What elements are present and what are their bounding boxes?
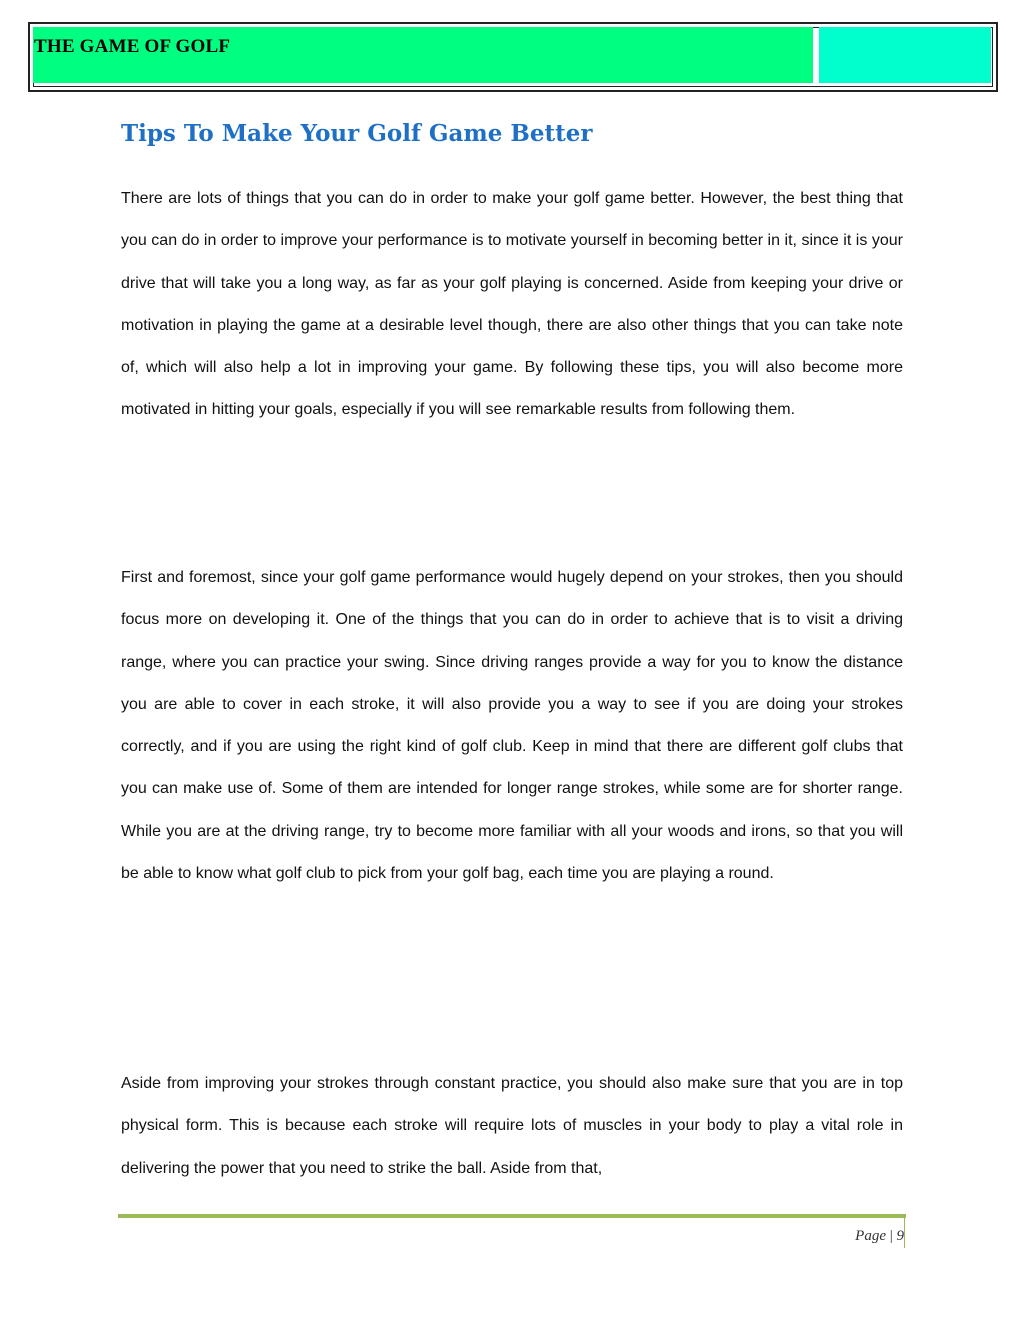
page-number — [855, 1228, 904, 1245]
paragraph-3: Aside from improving your strokes through constant practice, you should also make sure that you are in top physical form. This is because each stroke will require lots of muscles in your body to play a vital role in delivering the power that you need to strike the ball. Aside from that, — [121, 1075, 903, 1177]
page-separator: | — [889, 1228, 893, 1244]
document-title: THE GAME OF GOLF — [34, 36, 231, 57]
paragraph-1: There are lots of things that you can do in order to make your golf game better. However, the best thing that you can do in order to improve your performance is to motivate yourself in becoming better in it, since it is your drive that will take you a long way, as far as your golf playing is concerned. Aside from keeping your drive or motivation in playing the game at a desirable level though, there are also other things that you can take note of, which will also help a lot in improving your game. By following these tips, you will also become more motivated in hitting your goals, especially if you will see remarkable results from following them. — [121, 190, 903, 419]
page-label: Page — [855, 1228, 886, 1244]
paragraph-2: First and foremost, since your golf game performance would hugely depend on your strokes, then you should focus more on developing it. One of the things that you can do in order to achieve that is to visit a driving range, where you can practice your swing. Since driving ranges provide a way for you to know the distance you are able to cover in each stroke, it will also provide you a way to see if you are doing your strokes correctly, and if you are using the right kind of golf club. Keep in mind that there are different golf clubs that you can make use of. Some of them are intended for longer range strokes, while some are for shorter range. While you are at the driving range, try to become more familiar with all your woods and irons, so that you will be able to know what golf club to pick from your golf bag, each time you are playing a round. — [121, 569, 903, 883]
header-cyan-panel — [819, 27, 991, 83]
page-heading: Tips To Make Your Golf Game Better — [121, 120, 593, 147]
footer-divider — [904, 1218, 905, 1248]
page-number-value: 9 — [896, 1228, 904, 1244]
footer-rule — [118, 1214, 906, 1218]
